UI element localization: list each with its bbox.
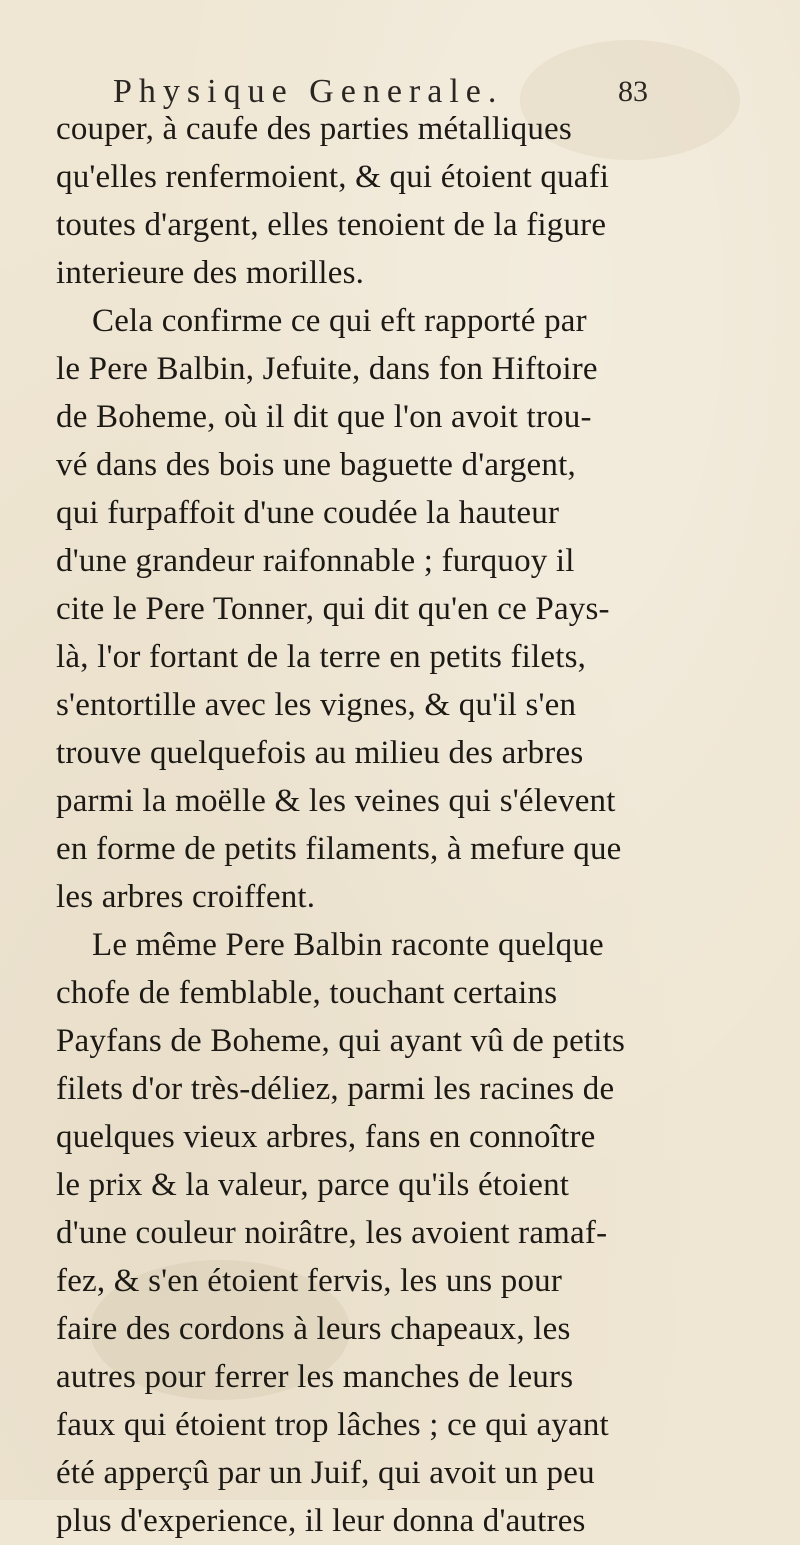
text-line: quelques vieux arbres, fans en connoître bbox=[56, 1119, 596, 1155]
text-line: d'une couleur noirâtre, les avoient ramaf- bbox=[56, 1215, 608, 1251]
text-line: filets d'or très-déliez, parmi les racines de bbox=[56, 1071, 615, 1107]
text-line: le prix & la valeur, parce qu'ils étoient bbox=[56, 1167, 570, 1203]
text-line: vé dans des bois une baguette d'argent, bbox=[56, 447, 576, 483]
text-line: de Boheme, où il dit que l'on avoit trou- bbox=[56, 399, 592, 435]
page-number: 83 bbox=[618, 75, 648, 108]
text-line: chofe de femblable, touchant certains bbox=[56, 975, 558, 1011]
text-line: autres pour ferrer les manches de leurs bbox=[56, 1359, 574, 1395]
text-line: les arbres croiffent. bbox=[56, 879, 316, 915]
text-line: toutes d'argent, elles tenoient de la figure bbox=[56, 207, 607, 243]
text-line: plus d'experience, il leur donna d'autres bbox=[56, 1503, 586, 1539]
text-line: parmi la moëlle & les veines qui s'élevent bbox=[56, 783, 616, 819]
running-title: Physique Generale. bbox=[113, 73, 504, 110]
text-line: faire des cordons à leurs chapeaux, les bbox=[56, 1311, 571, 1347]
body-text bbox=[56, 105, 776, 1545]
text-line: interieure des morilles. bbox=[56, 255, 365, 291]
text-line: trouve quelquefois au milieu des arbres bbox=[56, 735, 584, 771]
text-line: couper, à caufe des parties métalliques bbox=[56, 111, 572, 147]
text-line: s'entortille avec les vignes, & qu'il s'en bbox=[56, 687, 577, 723]
text-line: là, l'or fortant de la terre en petits filets, bbox=[56, 639, 587, 675]
text-line: d'une grandeur raifonnable ; furquoy il bbox=[56, 543, 575, 579]
text-line: qui furpaffoit d'une coudée la hauteur bbox=[56, 495, 560, 531]
paragraph-start-line: Cela confirme ce qui eft rapporté par bbox=[92, 303, 587, 339]
text-line: qu'elles renfermoient, & qui étoient quafi bbox=[56, 159, 610, 195]
text-line: Payfans de Boheme, qui ayant vû de petits bbox=[56, 1023, 626, 1059]
text-line: fez, & s'en étoient fervis, les uns pour bbox=[56, 1263, 563, 1299]
text-line: faux qui étoient trop lâches ; ce qui ayant bbox=[56, 1407, 609, 1443]
text-line: le Pere Balbin, Jefuite, dans fon Hiftoire bbox=[56, 351, 598, 387]
text-line: été apperçû par un Juif, qui avoit un peu bbox=[56, 1455, 595, 1491]
text-line: cite le Pere Tonner, qui dit qu'en ce Pays- bbox=[56, 591, 610, 627]
paragraph-start-line: Le même Pere Balbin raconte quelque bbox=[92, 927, 604, 963]
text-line: en forme de petits filaments, à mefure que bbox=[56, 831, 622, 867]
